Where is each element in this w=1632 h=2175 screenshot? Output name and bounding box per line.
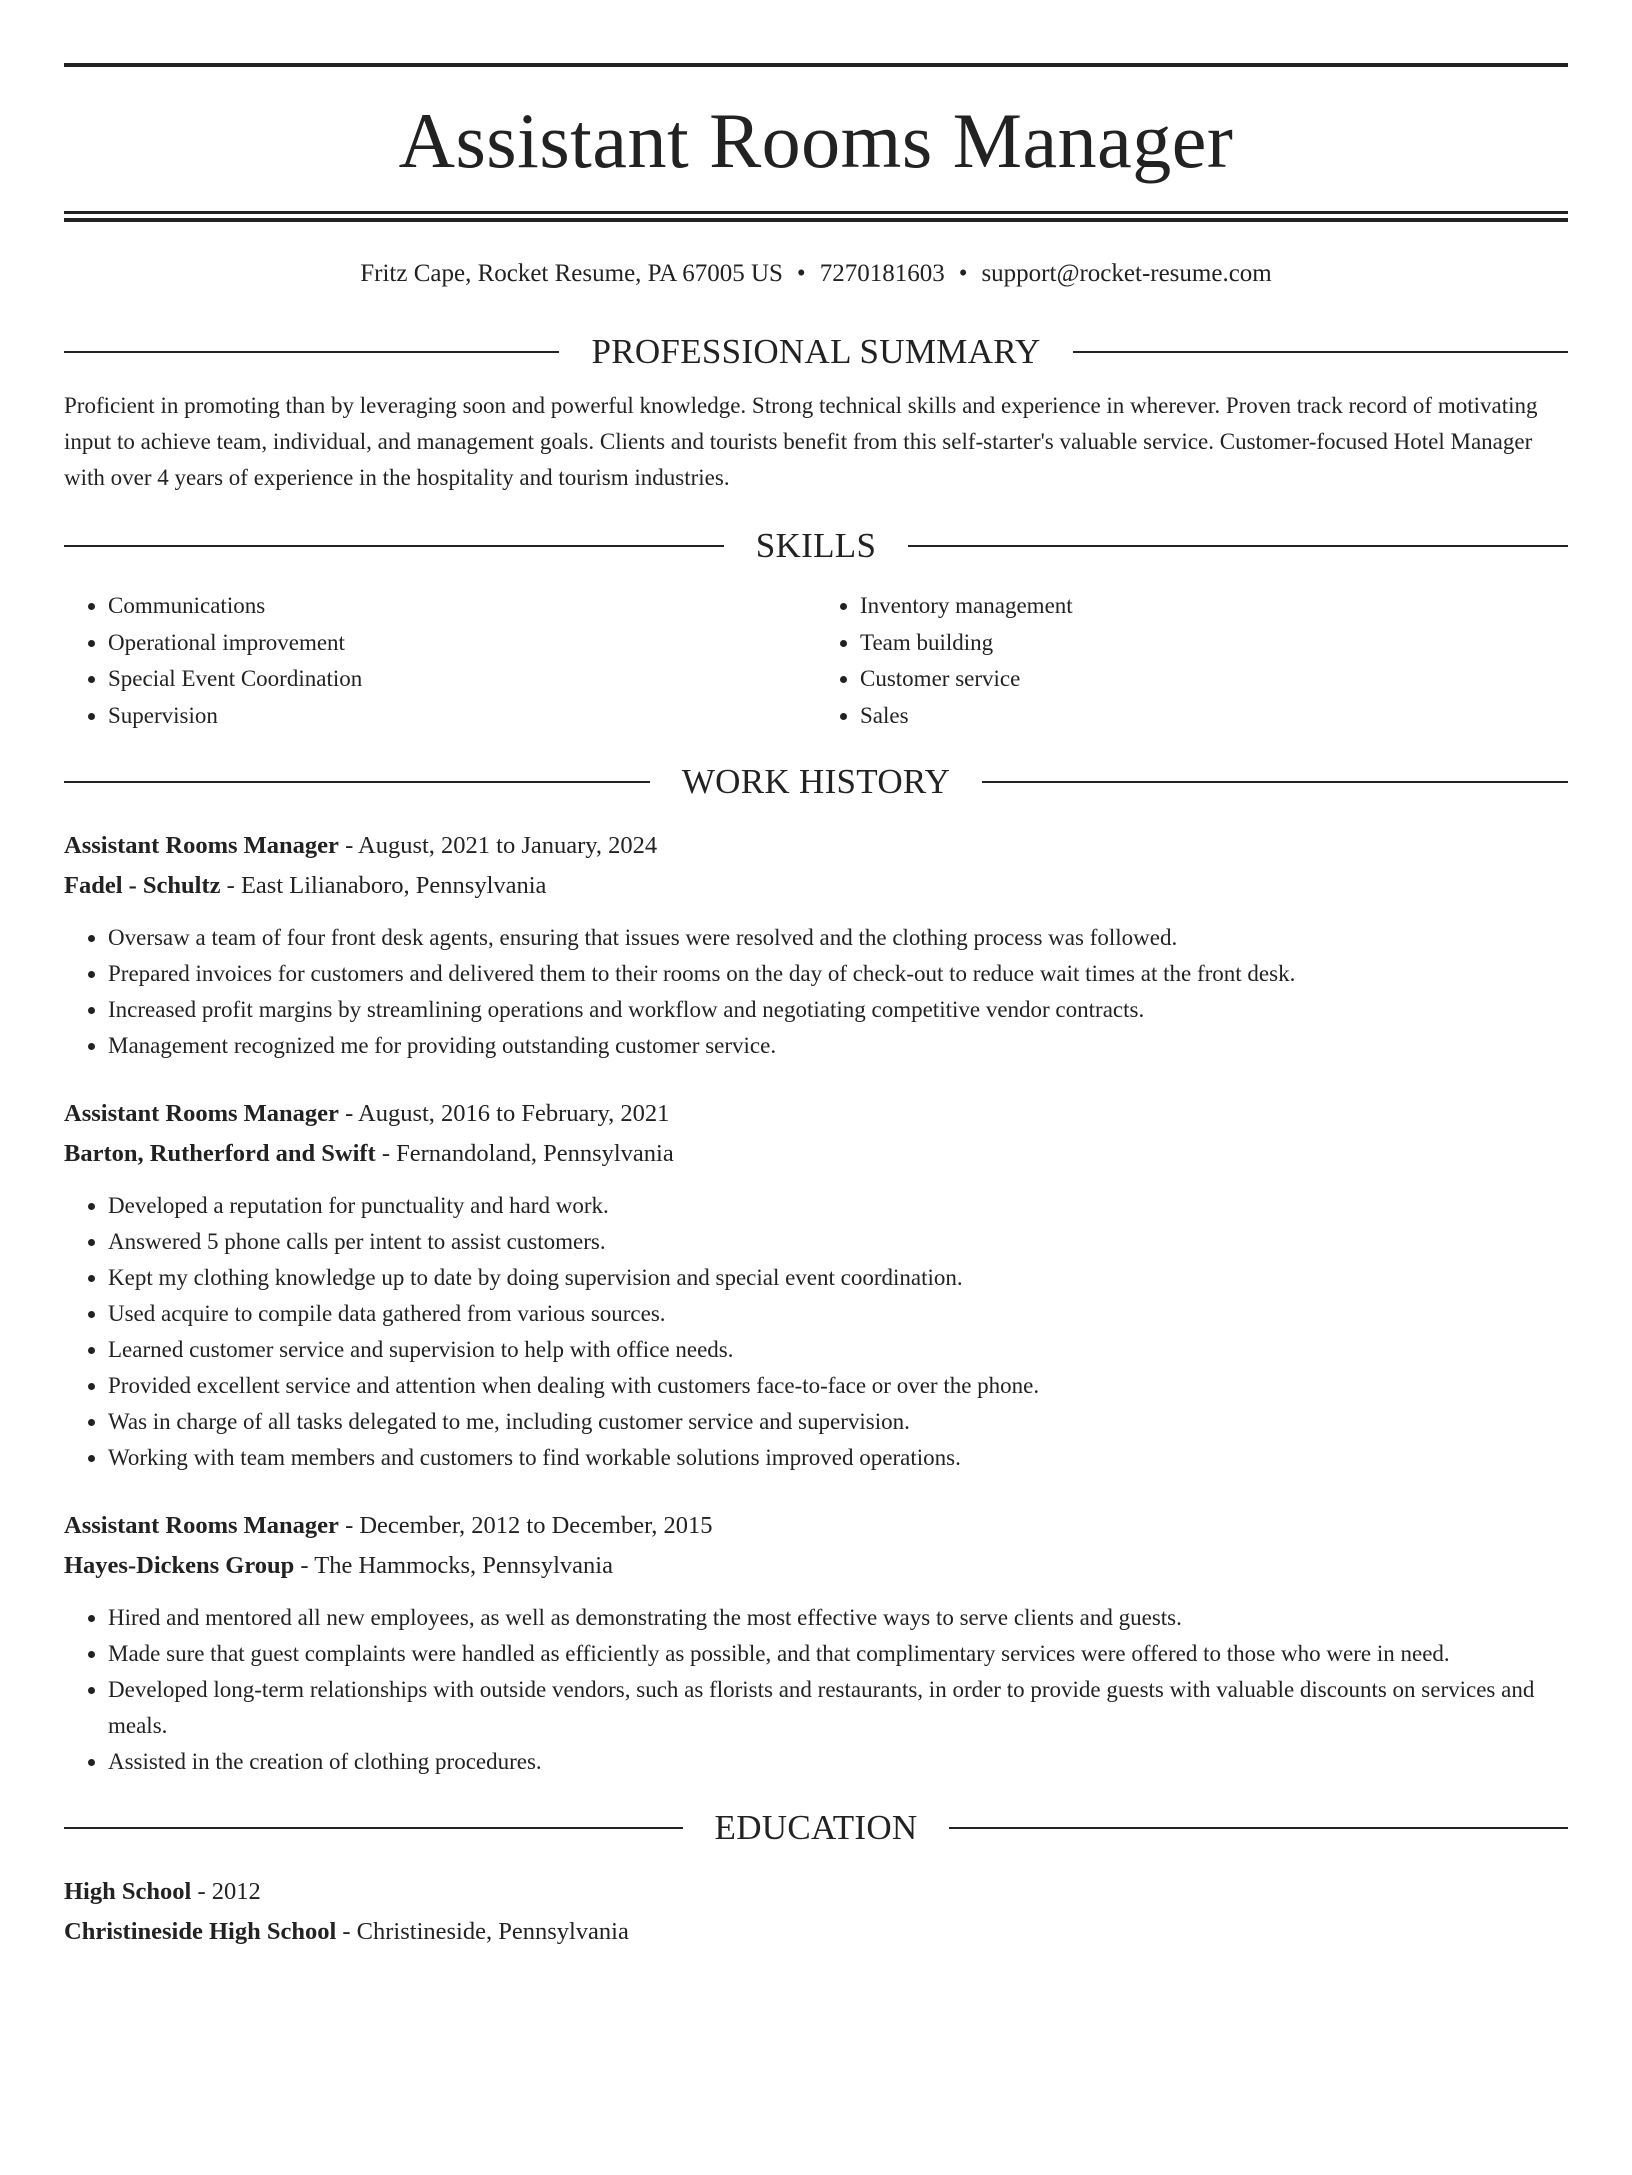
job-bullet: • Developed a reputation for punctuality and hard work.	[108, 1188, 1568, 1224]
contact-phone: 7270181603	[819, 260, 945, 287]
skill-item: • Inventory management	[860, 588, 1568, 625]
job-bullet: • Increased profit margins by streamlining operations and workflow and negotiating competitive vendor contracts.	[108, 992, 1568, 1028]
education-school: Christineside High School	[64, 1918, 337, 1945]
job-bullet: • Kept my clothing knowledge up to date by doing supervision and special event coordination.	[108, 1260, 1568, 1296]
section-heading-work	[64, 758, 1568, 806]
contact-line	[64, 256, 1568, 292]
heading-rule	[949, 1827, 1568, 1829]
job-title-line	[64, 1094, 1568, 1134]
skill-item: • Team building	[860, 625, 1568, 662]
education-location: - Christineside, Pennsylvania	[336, 1918, 629, 1945]
job-bullets	[64, 1600, 1568, 1780]
education-entry	[64, 1872, 1568, 1952]
job-bullet: • Prepared invoices for customers and delivered them to their rooms on the day of check-out to reduce wait times at the front desk.	[108, 956, 1568, 992]
contact-address: Fritz Cape, Rocket Resume, PA 67005 US	[360, 260, 783, 287]
job-dates: - August, 2021 to January, 2024	[338, 832, 658, 859]
job-company: Barton, Rutherford and Swift	[64, 1140, 376, 1167]
section-heading-summary	[64, 328, 1568, 376]
double-rule	[64, 211, 1568, 222]
job-bullets	[64, 920, 1568, 1064]
job-dates: - August, 2016 to February, 2021	[338, 1100, 670, 1127]
education-school-line	[64, 1912, 1568, 1952]
job-bullet: • Assisted in the creation of clothing procedures.	[108, 1744, 1568, 1780]
skills-list	[64, 588, 1568, 734]
heading-rule	[64, 545, 724, 547]
section-heading-education	[64, 1804, 1568, 1852]
section-title-skills: SKILLS	[755, 526, 877, 565]
education-year: - 2012	[191, 1878, 261, 1905]
job-company: Fadel - Schultz	[64, 872, 221, 899]
job-bullet: • Hired and mentored all new employees, as well as demonstrating the most effective ways to serve clients and guests.	[108, 1600, 1568, 1636]
job-bullets	[64, 1188, 1568, 1476]
job-bullet: • Management recognized me for providing outstanding customer service.	[108, 1028, 1568, 1064]
job-company-line	[64, 1134, 1568, 1174]
job-title: Assistant Rooms Manager	[64, 1100, 339, 1127]
skills-column-right	[816, 588, 1568, 734]
heading-rule	[64, 351, 559, 353]
skill-item: • Communications	[108, 588, 816, 625]
section-title-summary: PROFESSIONAL SUMMARY	[591, 332, 1041, 371]
job-bullet: • Learned customer service and supervision to help with office needs.	[108, 1332, 1568, 1368]
skill-item: • Operational improvement	[108, 625, 816, 662]
resume-page	[0, 63, 1632, 2175]
job-bullet: • Developed long-term relationships with outside vendors, such as florists and restaurants, in order to provide guests with valuable discounts on services and meals.	[108, 1672, 1568, 1744]
skill-item: • Supervision	[108, 698, 816, 735]
job-company: Hayes-Dickens Group	[64, 1552, 295, 1579]
job-entry	[64, 1094, 1568, 1476]
job-location: - Fernandoland, Pennsylvania	[375, 1140, 674, 1167]
job-entry	[64, 1506, 1568, 1780]
skill-item: • Special Event Coordination	[108, 661, 816, 698]
contact-email: support@rocket-resume.com	[981, 260, 1272, 287]
section-heading-skills	[64, 522, 1568, 570]
summary-text: Proficient in promoting than by leveraging soon and powerful knowledge. Strong technical skills and experience in wherever. Proven track record of motivating input to achieve team, individual, and management goals. Clients and tourists benefit from this self-starter's valuable service. Customer-focused Hotel Manager with over 4 years of experience in the hospitality and tourism industries.	[64, 393, 1538, 490]
job-title: Assistant Rooms Manager	[64, 832, 339, 859]
contact-separator: •	[958, 260, 968, 287]
job-bullet: • Answered 5 phone calls per intent to assist customers.	[108, 1224, 1568, 1260]
job-title: Assistant Rooms Manager	[64, 1512, 339, 1539]
job-company-line	[64, 1546, 1568, 1586]
section-title-work: WORK HISTORY	[681, 762, 951, 801]
job-bullet: • Made sure that guest complaints were handled as efficiently as possible, and that complimentary services were offered to those who were in need.	[108, 1636, 1568, 1672]
job-company-line	[64, 866, 1568, 906]
job-bullet: • Provided excellent service and attention when dealing with customers face-to-face or over the phone.	[108, 1368, 1568, 1404]
job-bullet: • Used acquire to compile data gathered from various sources.	[108, 1296, 1568, 1332]
heading-rule	[1073, 351, 1568, 353]
heading-rule	[908, 545, 1568, 547]
section-title-education: EDUCATION	[714, 1808, 918, 1847]
education-degree: High School	[64, 1878, 192, 1905]
heading-rule	[64, 1827, 683, 1829]
education-degree-line	[64, 1872, 1568, 1912]
job-location: - East Lilianaboro, Pennsylvania	[220, 872, 547, 899]
job-title-line	[64, 1506, 1568, 1546]
job-dates: - December, 2012 to December, 2015	[338, 1512, 713, 1539]
resume-name: Assistant Rooms Manager	[398, 97, 1234, 184]
job-bullet: • Working with team members and customers to find workable solutions improved operations.	[108, 1440, 1568, 1476]
contact-separator: •	[796, 260, 806, 287]
job-bullet: • Oversaw a team of four front desk agents, ensuring that issues were resolved and the clothing process was followed.	[108, 920, 1568, 956]
skill-item: • Sales	[860, 698, 1568, 735]
job-entry	[64, 826, 1568, 1064]
skills-column-left	[64, 588, 816, 734]
job-bullet: • Was in charge of all tasks delegated to me, including customer service and supervision.	[108, 1404, 1568, 1440]
skill-item: • Customer service	[860, 661, 1568, 698]
job-title-line	[64, 826, 1568, 866]
heading-rule	[982, 781, 1568, 783]
top-rule	[64, 63, 1568, 67]
heading-rule	[64, 781, 650, 783]
job-location: - The Hammocks, Pennsylvania	[294, 1552, 613, 1579]
